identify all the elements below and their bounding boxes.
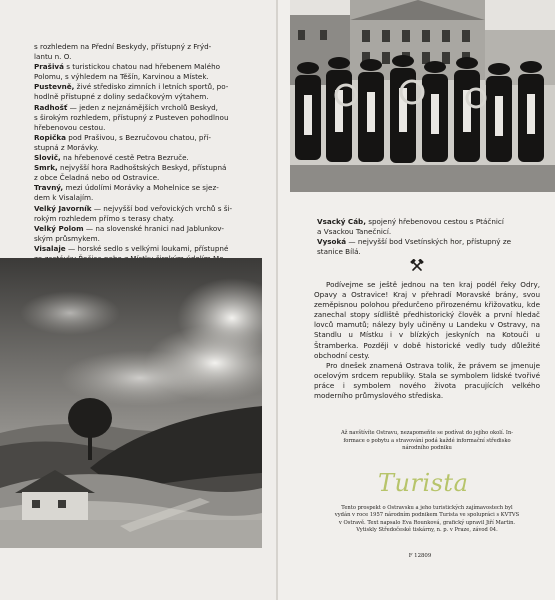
place-description: lantu n. O. bbox=[34, 52, 72, 62]
visitor-notice bbox=[302, 430, 552, 453]
place-line bbox=[34, 92, 266, 102]
crossed-hammers-icon bbox=[410, 258, 424, 272]
place-line bbox=[34, 214, 266, 224]
place-description: Polomu, s výhledem na Těšín, Karvinou a Místek. bbox=[34, 72, 209, 82]
place-name: Travný, bbox=[34, 183, 64, 193]
place-line bbox=[34, 244, 266, 254]
place-description: — na slovenské hranici nad Jablunkov- bbox=[83, 223, 224, 233]
place-line bbox=[34, 72, 266, 82]
intro-paragraph-1: Podívejme se ještě jednou na ten kraj podél řeky Odry, Opavy a Ostravice! Kraj v přehradí Moravské brány, svou zeměpisnou polohou předurčeno přirozenému křižovatku, kde zanechal stopy sídliště předhistorický člověk a první hledač lovců mamutů; nálezy byly učiněny u Landeku v Ostravy, na Standlu u Místku i v blízkých jeskyních na Kotouči u Štramberka. Později v době historické vedly tudy důležité obchodní cesty. bbox=[314, 280, 540, 360]
place-name: Pustevně, bbox=[34, 82, 75, 92]
place-description: mezi údolími Morávky a Mohelnice se sjez- bbox=[63, 183, 219, 193]
place-line bbox=[34, 183, 266, 193]
notice-line: Až navštívíte Ostravu, nezapomeňte se podívat do jejího okolí. In- bbox=[340, 430, 514, 436]
place-description: stanice Bílá. bbox=[317, 247, 361, 257]
right-place-list bbox=[317, 217, 535, 257]
place-name: Velký Javorník bbox=[34, 203, 92, 213]
place-line bbox=[34, 143, 266, 153]
place-line bbox=[317, 217, 535, 227]
miners-parade-photo bbox=[290, 0, 555, 192]
place-description: ským průsmykem. bbox=[34, 233, 100, 243]
place-line bbox=[34, 82, 266, 92]
publisher-imprint bbox=[300, 505, 554, 535]
place-name: Radhošť bbox=[34, 102, 68, 112]
place-line bbox=[34, 234, 266, 244]
place-description: rokým rozhledem přímo s terasy chaty. bbox=[34, 213, 175, 223]
place-description: pod Prašivou, s Bezručovou chatou, pří- bbox=[65, 132, 212, 142]
place-line bbox=[34, 224, 266, 234]
place-line bbox=[34, 52, 266, 62]
notice-line: formace o pobytu a stravování podá každé informační středisko bbox=[343, 437, 511, 444]
place-name: Smrk, bbox=[34, 163, 58, 173]
place-line bbox=[34, 204, 266, 214]
place-description: a Vsackou Tanečnicí. bbox=[317, 227, 392, 237]
place-list bbox=[34, 42, 266, 274]
place-line bbox=[317, 237, 535, 247]
place-line bbox=[34, 163, 266, 173]
place-description: spojený hřebenovou cestou s Ptáčnicí bbox=[365, 217, 504, 226]
print-code: F 12809 bbox=[408, 553, 432, 559]
place-line bbox=[34, 153, 266, 163]
place-description: na hřebenové cestě Petra Bezruče. bbox=[60, 153, 189, 163]
notice-line: národního podniku bbox=[402, 445, 452, 452]
place-description: s rozhledem na Přední Beskydy, přístupný z Frýd- bbox=[34, 42, 212, 51]
place-line bbox=[317, 247, 535, 257]
place-description: nejvyšší hora Radhoštských Beskyd, přístupná bbox=[57, 163, 227, 173]
place-description: — nejvyšší bod Vsetínských hor, přístupný ze bbox=[346, 237, 512, 247]
place-name: Slovič, bbox=[34, 153, 61, 163]
place-description: — horské sedlo s velkými loukami, přístupné bbox=[65, 243, 229, 253]
place-description: z obce Čeladná nebo od Ostravice. bbox=[34, 173, 160, 183]
imprint-line: vydán v roce 1957 národním podnikem Turista ve spolupráci s KVTVS bbox=[334, 512, 520, 519]
place-line bbox=[34, 133, 266, 143]
intro-text bbox=[314, 280, 540, 401]
place-description: s širokým rozhledem, přístupný z Pusteven pohodlnou bbox=[34, 112, 229, 122]
place-name: Vsacký Cáb, bbox=[317, 217, 366, 226]
turista-logo: Turista bbox=[378, 469, 469, 497]
place-line bbox=[34, 113, 266, 123]
mountain-landscape-photo bbox=[0, 258, 262, 548]
imprint-line: Tento prospekt o Ostravsku a jeho turistických zajímavostech byl bbox=[341, 505, 513, 511]
place-name: Velký Polom bbox=[34, 223, 84, 233]
place-description: hodlně přístupné z doliny sedačkovým výtahem. bbox=[34, 92, 209, 102]
place-name: Vysoká bbox=[317, 237, 347, 247]
place-line bbox=[34, 173, 266, 183]
left-page bbox=[0, 0, 277, 600]
place-description: — jeden z nejznámějších vrcholů Beskyd, bbox=[67, 102, 218, 112]
place-line bbox=[34, 62, 266, 72]
place-name: Prašivá bbox=[34, 62, 64, 72]
place-description: — nejvyšší bod veřovických vrchů s ši- bbox=[91, 203, 233, 213]
imprint-line: v Ostravě. Text napsalo Eva Rounková, grafický upravil Jiří Martin. bbox=[338, 519, 516, 526]
place-line bbox=[317, 227, 535, 237]
place-description: hřebenovou cestou. bbox=[34, 122, 106, 132]
place-name: Ropička bbox=[34, 132, 66, 142]
place-description: s turistickou chatou nad hřebenem Malého bbox=[63, 62, 221, 72]
place-line bbox=[34, 193, 266, 203]
imprint-line: Vytiskly Středočeské tiskárny, n. p. v Praze, závod 04. bbox=[356, 527, 498, 534]
place-line bbox=[34, 42, 266, 52]
intro-paragraph-2: Pro dnešek znamená Ostrava tolik, že právem se jmenuje ocelovým srdcem republiky. Stala se symbolem lidské tvořivé práce i symbolem nového života pracujících velkého moderního průmyslového střediska. bbox=[314, 360, 540, 401]
place-line bbox=[34, 123, 266, 133]
place-name: Visalaje bbox=[34, 243, 66, 253]
place-description: stupná z Morávky. bbox=[34, 142, 99, 152]
place-description: živé středisko zimních i letních sportů, po- bbox=[74, 82, 229, 92]
place-description: dem k Visalajím. bbox=[34, 193, 94, 203]
place-line bbox=[34, 103, 266, 113]
